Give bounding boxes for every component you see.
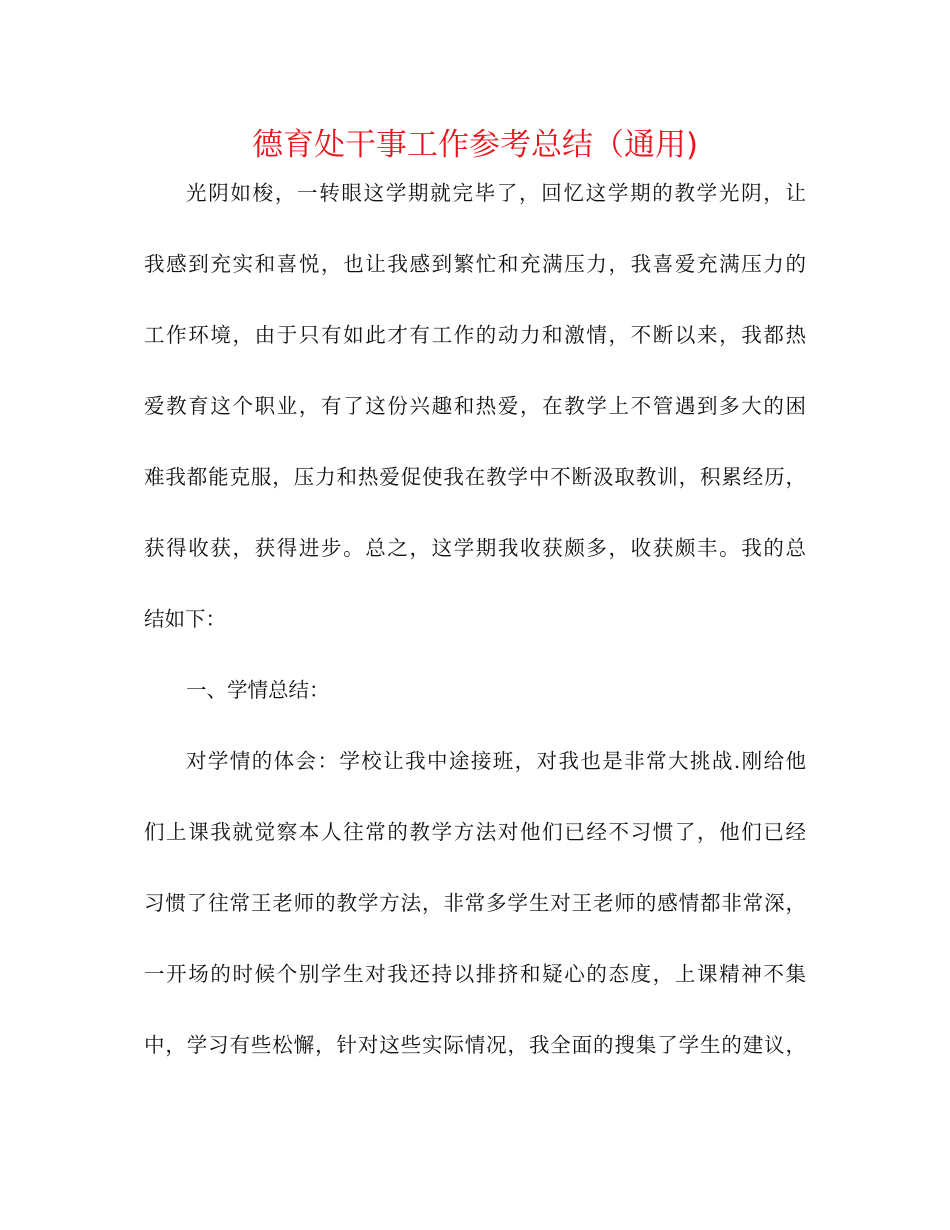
paragraph-line: 爱教育这个职业，有了这份兴趣和热爱，在教学上不管遇到多大的困 [144, 394, 806, 418]
document-title: 德育处干事工作参考总结（通用) [251, 127, 699, 163]
paragraph-line: 习惯了往常王老师的教学方法，非常多学生对王老师的感情都非常深， [144, 891, 806, 915]
paragraph-line: 一开场的时候个别学生对我还持以排挤和疑心的态度，上课精神不集 [144, 962, 806, 986]
paragraph-line: 工作环境，由于只有如此才有工作的动力和激情，不断以来，我都热 [144, 323, 806, 347]
paragraph-line: 结如下： [144, 607, 226, 631]
paragraph-line: 难我都能克服，压力和热爱促使我在教学中不断汲取教训，积累经历， [144, 465, 806, 489]
paragraph-line: 们上课我就觉察本人往常的教学方法对他们已经不习惯了，他们已经 [144, 820, 806, 844]
paragraph-line: 中，学习有些松懈，针对这些实际情况，我全面的搜集了学生的建议， [144, 1033, 806, 1057]
paragraph-line: 我感到充实和喜悦，也让我感到繁忙和充满压力，我喜爱充满压力的 [144, 252, 806, 276]
paragraph-line: 对学情的体会：学校让我中途接班，对我也是非常大挑战.刚给他 [186, 749, 806, 773]
paragraph-line: 光阴如梭，一转眼这学期就完毕了，回忆这学期的教学光阴，让 [186, 181, 806, 205]
paragraph-line: 获得收获，获得进步。总之，这学期我收获颇多，收获颇丰。我的总 [144, 536, 806, 560]
section-heading: 一、学情总结： [186, 678, 330, 702]
